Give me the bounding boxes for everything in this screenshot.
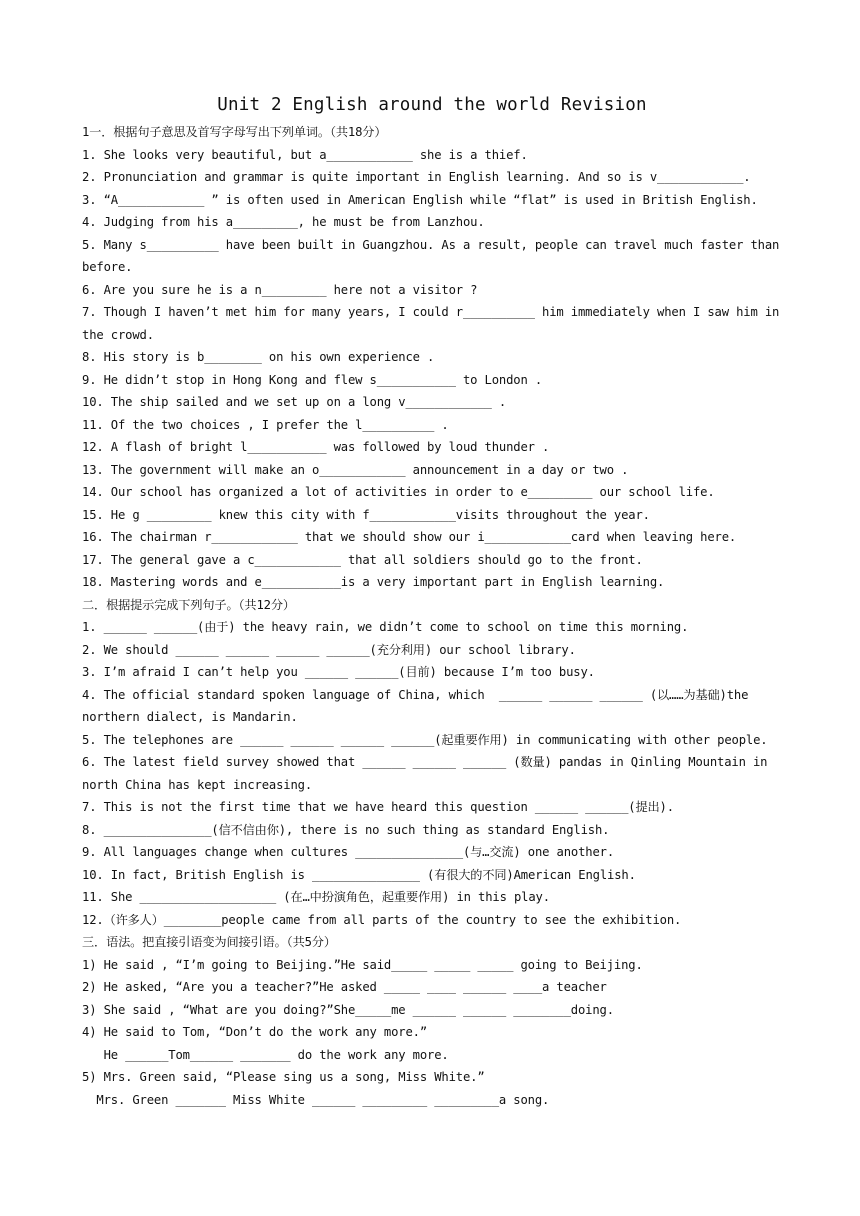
section-heading: 1一．根据句子意思及首写字母写出下列单词。（共18分） bbox=[82, 125, 387, 139]
question-item: 5. Many s__________ have been built in Guangzhou. As a result, people can travel much faster than before. bbox=[82, 237, 787, 274]
question-item: 2. We should ______ ______ ______ ______(充分利用) our school library. bbox=[82, 642, 576, 657]
question-item: 11. Of the two choices , I prefer the l__________ . bbox=[82, 417, 449, 432]
question-item: 6. The latest field survey showed that ______ ______ ______ (数量) pandas in Qinling Mountain in north China has kept increasing. bbox=[82, 755, 775, 792]
question-item: 17. The general gave a c____________ that all soldiers should go to the front. bbox=[82, 552, 643, 567]
question-item: 8. His story is b________ on his own experience . bbox=[82, 350, 435, 364]
question-item: 16. The chairman r____________ that we should show our i____________card when leaving here. bbox=[82, 530, 737, 544]
section-heading: 三．语法。把直接引语变为间接引语。（共5分） bbox=[82, 935, 336, 949]
question-item: 9. He didn’t stop in Hong Kong and flew s___________ to London . bbox=[82, 372, 542, 387]
question-item: 3. “A____________ ” is often used in American English while “flat” is used in British English. bbox=[82, 192, 758, 207]
question-item: 9. All languages change when cultures _______________(与…交流) one another. bbox=[82, 845, 615, 859]
question-item: 14. Our school has organized a lot of activities in order to e_________ our school life. bbox=[82, 485, 715, 499]
question-item: 10. In fact, British English is _______________ (有很大的不同)American English. bbox=[82, 867, 636, 882]
question-item: 5. The telephones are ______ ______ ______ ______(起重要作用) in communicating with other people. bbox=[82, 732, 768, 747]
question-item: 4) He said to Tom, “Don’t do the work any more.” bbox=[82, 1025, 427, 1039]
question-item: 15. He g _________ knew this city with f____________visits throughout the year. bbox=[82, 507, 650, 522]
question-item: 12. A flash of bright l___________ was followed by loud thunder . bbox=[82, 440, 550, 454]
question-item: 12.（许多人）________people came from all parts of the country to see the exhibition. bbox=[82, 912, 682, 927]
question-item: 7. Though I haven’t met him for many years, I could r__________ him immediately when I saw him in the crowd. bbox=[82, 305, 787, 342]
question-item: 1) He said , “I’m going to Beijing.”He said_____ _____ _____ going to Beijing. bbox=[82, 957, 643, 972]
document-page bbox=[82, 92, 787, 1111]
question-item: 3. I’m afraid I can’t help you ______ ______(目前) because I’m too busy. bbox=[82, 665, 595, 679]
question-item: 13. The government will make an o____________ announcement in a day or two . bbox=[82, 462, 629, 477]
question-item: 5) Mrs. Green said, “Please sing us a song, Miss White.” bbox=[82, 1070, 485, 1084]
section-vocabulary bbox=[82, 121, 787, 594]
question-item: He ______Tom______ _______ do the work any more. bbox=[82, 1047, 449, 1062]
question-item: 4. Judging from his a_________, he must be from Lanzhou. bbox=[82, 215, 485, 229]
question-item: Mrs. Green _______ Miss White ______ _________ _________a song. bbox=[82, 1092, 550, 1107]
section-sentences bbox=[82, 594, 782, 932]
question-item: 8. _______________(信不信由你), there is no such thing as standard English. bbox=[82, 822, 610, 837]
question-item: 1. She looks very beautiful, but a____________ she is a thief. bbox=[82, 147, 528, 162]
question-item: 18. Mastering words and e___________is a very important part in English learning. bbox=[82, 575, 665, 589]
question-item: 11. She ___________________ (在…中扮演角色，起重要作用) in this play. bbox=[82, 890, 550, 904]
question-item: 3) She said , “What are you doing?”She_____me ______ ______ ________doing. bbox=[82, 1002, 614, 1017]
question-item: 6. Are you sure he is a n_________ here not a visitor ? bbox=[82, 282, 478, 297]
question-item: 2. Pronunciation and grammar is quite important in English learning. And so is v____________. bbox=[82, 170, 751, 184]
page-title: Unit 2 English around the world Revision bbox=[217, 95, 647, 115]
section-heading: 二．根据提示完成下列句子。（共12分） bbox=[82, 597, 295, 612]
question-item: 2) He asked, “Are you a teacher?”He asked _____ ____ ______ ____a teacher bbox=[82, 980, 607, 994]
question-item: 7. This is not the first time that we have heard this question ______ ______(提出). bbox=[82, 800, 674, 814]
question-item: 1. ______ ______(由于) the heavy rain, we didn’t come to school on time this morning. bbox=[82, 620, 689, 634]
question-item: 10. The ship sailed and we set up on a long v____________ . bbox=[82, 395, 507, 409]
section-grammar bbox=[82, 931, 782, 1111]
question-item: 4. The official standard spoken language of China, which ______ ______ ______ (以……为基础)the northern dialect, is Mandarin. bbox=[82, 687, 756, 724]
